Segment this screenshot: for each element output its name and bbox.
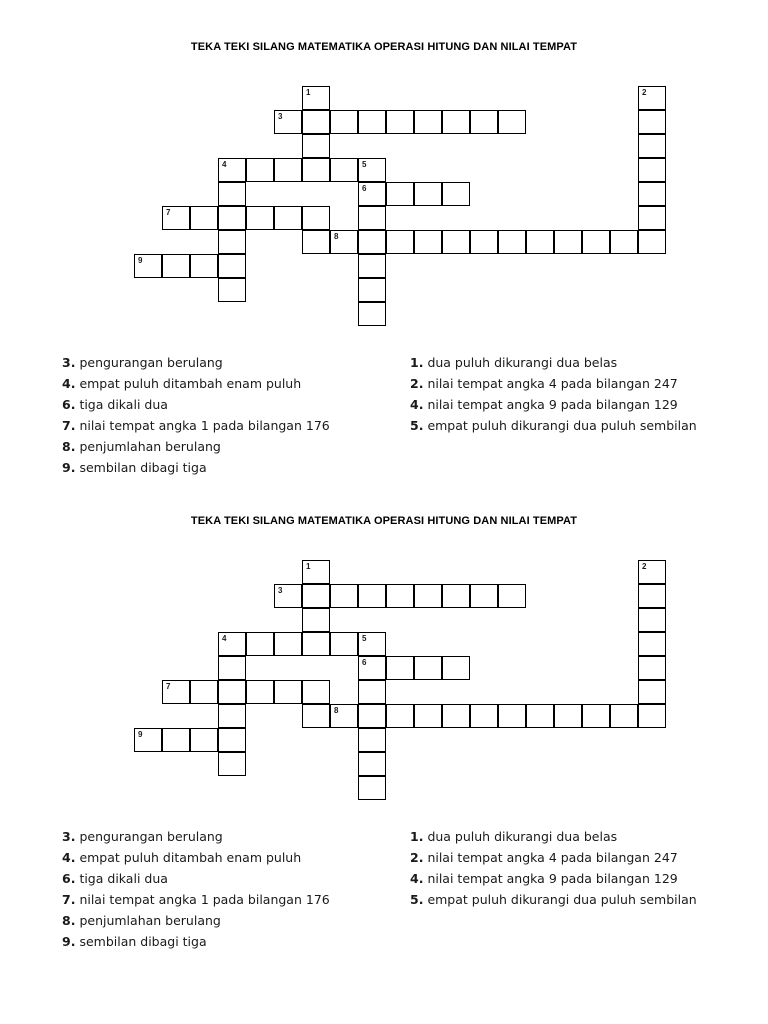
clue-number: 9. bbox=[62, 934, 76, 949]
crossword-cell[interactable] bbox=[358, 584, 386, 608]
crossword-cell[interactable] bbox=[302, 134, 330, 158]
clue-item bbox=[410, 352, 697, 373]
clue-number-label: 6 bbox=[362, 184, 367, 193]
clue-number-label: 1 bbox=[306, 88, 311, 97]
clue-item bbox=[62, 910, 330, 931]
crossword-cell[interactable] bbox=[134, 254, 162, 278]
clue-number: 3. bbox=[62, 829, 76, 844]
clue-item bbox=[62, 826, 330, 847]
crossword-cell[interactable] bbox=[358, 728, 386, 752]
crossword-cell[interactable] bbox=[274, 680, 302, 704]
crossword-cell[interactable] bbox=[638, 560, 666, 584]
crossword-cell[interactable] bbox=[302, 704, 330, 728]
clue-text: empat puluh ditambah enam puluh bbox=[79, 376, 302, 391]
clue-text: tiga dikali dua bbox=[79, 397, 168, 412]
clue-text: nilai tempat angka 4 pada bilangan 247 bbox=[427, 850, 678, 865]
clue-item bbox=[62, 868, 330, 889]
clue-text: nilai tempat angka 1 pada bilangan 176 bbox=[79, 892, 330, 907]
crossword-cell[interactable] bbox=[414, 110, 442, 134]
crossword-cell[interactable] bbox=[610, 704, 638, 728]
crossword-cell[interactable] bbox=[414, 584, 442, 608]
clue-item bbox=[62, 394, 330, 415]
crossword-cell[interactable] bbox=[638, 158, 666, 182]
crossword-cell[interactable] bbox=[638, 86, 666, 110]
crossword-cell[interactable] bbox=[414, 704, 442, 728]
crossword-cell[interactable] bbox=[638, 206, 666, 230]
clue-number: 2. bbox=[410, 850, 424, 865]
crossword-cell[interactable] bbox=[386, 230, 414, 254]
crossword-cell[interactable] bbox=[638, 110, 666, 134]
crossword-cell[interactable] bbox=[386, 584, 414, 608]
crossword-cell[interactable] bbox=[218, 704, 246, 728]
crossword-cell[interactable] bbox=[610, 230, 638, 254]
crossword-cell[interactable] bbox=[190, 680, 218, 704]
crossword-cell[interactable] bbox=[218, 278, 246, 302]
crossword-cell[interactable] bbox=[498, 230, 526, 254]
crossword-cell[interactable] bbox=[330, 584, 358, 608]
clue-item bbox=[410, 847, 697, 868]
clue-number-label: 3 bbox=[278, 586, 283, 595]
clues-right bbox=[410, 352, 697, 436]
crossword-cell[interactable] bbox=[470, 110, 498, 134]
clue-text: nilai tempat angka 9 pada bilangan 129 bbox=[427, 397, 678, 412]
crossword-cell[interactable] bbox=[638, 704, 666, 728]
crossword-cell[interactable] bbox=[358, 632, 386, 656]
crossword-cell[interactable] bbox=[526, 230, 554, 254]
crossword-cell[interactable] bbox=[582, 230, 610, 254]
clue-number: 1. bbox=[410, 355, 424, 370]
clue-item bbox=[410, 868, 697, 889]
clue-number: 7. bbox=[62, 418, 76, 433]
crossword-cell[interactable] bbox=[358, 776, 386, 800]
clue-item bbox=[62, 889, 330, 910]
crossword-cell[interactable] bbox=[218, 254, 246, 278]
crossword-cell[interactable] bbox=[442, 230, 470, 254]
crossword-cell[interactable] bbox=[470, 230, 498, 254]
clue-number-label: 3 bbox=[278, 112, 283, 121]
crossword-cell[interactable] bbox=[358, 158, 386, 182]
crossword-cell[interactable] bbox=[526, 704, 554, 728]
clue-number-label: 9 bbox=[138, 730, 143, 739]
clue-item bbox=[62, 457, 330, 478]
clues-left bbox=[62, 352, 330, 478]
clue-item bbox=[62, 436, 330, 457]
crossword-cell[interactable] bbox=[302, 632, 330, 656]
crossword-cell[interactable] bbox=[274, 632, 302, 656]
clue-text: nilai tempat angka 1 pada bilangan 176 bbox=[79, 418, 330, 433]
crossword-cell[interactable] bbox=[190, 254, 218, 278]
crossword-cell[interactable] bbox=[246, 680, 274, 704]
crossword-cell[interactable] bbox=[218, 632, 246, 656]
clue-text: nilai tempat angka 9 pada bilangan 129 bbox=[427, 871, 678, 886]
crossword-cell[interactable] bbox=[302, 230, 330, 254]
clue-text: nilai tempat angka 4 pada bilangan 247 bbox=[427, 376, 678, 391]
clue-item bbox=[410, 373, 697, 394]
clue-item bbox=[62, 931, 330, 952]
crossword-cell[interactable] bbox=[386, 704, 414, 728]
crossword-cell[interactable] bbox=[638, 680, 666, 704]
crossword-cell[interactable] bbox=[358, 182, 386, 206]
clue-number-label: 2 bbox=[642, 562, 647, 571]
crossword-cell[interactable] bbox=[442, 656, 470, 680]
crossword-cell[interactable] bbox=[218, 752, 246, 776]
clue-item bbox=[62, 373, 330, 394]
clue-number: 8. bbox=[62, 439, 76, 454]
crossword-cell[interactable] bbox=[162, 206, 190, 230]
clue-number: 4. bbox=[62, 850, 76, 865]
crossword-cell[interactable] bbox=[218, 182, 246, 206]
clue-number: 2. bbox=[410, 376, 424, 391]
crossword-cell[interactable] bbox=[330, 704, 358, 728]
crossword-cell[interactable] bbox=[358, 302, 386, 326]
clue-text: dua puluh dikurangi dua belas bbox=[427, 829, 618, 844]
crossword-cell[interactable] bbox=[218, 158, 246, 182]
crossword-cell[interactable] bbox=[414, 230, 442, 254]
crossword-cell[interactable] bbox=[190, 728, 218, 752]
crossword-cell[interactable] bbox=[218, 728, 246, 752]
crossword-grid bbox=[0, 86, 768, 346]
crossword-cell[interactable] bbox=[246, 632, 274, 656]
clue-number: 4. bbox=[410, 871, 424, 886]
crossword-cell[interactable] bbox=[358, 206, 386, 230]
crossword-cell[interactable] bbox=[638, 608, 666, 632]
crossword-cell[interactable] bbox=[442, 584, 470, 608]
crossword-cell[interactable] bbox=[470, 704, 498, 728]
clue-number: 6. bbox=[62, 397, 76, 412]
clue-number-label: 7 bbox=[166, 682, 171, 691]
crossword-cell[interactable] bbox=[358, 110, 386, 134]
crossword-cell[interactable] bbox=[582, 704, 610, 728]
clue-number: 6. bbox=[62, 871, 76, 886]
clue-item bbox=[62, 415, 330, 436]
clue-text: empat puluh ditambah enam puluh bbox=[79, 850, 302, 865]
clue-item bbox=[410, 394, 697, 415]
clue-number-label: 8 bbox=[334, 232, 339, 241]
crossword-cell[interactable] bbox=[330, 632, 358, 656]
crossword-cell[interactable] bbox=[190, 206, 218, 230]
crossword-cell[interactable] bbox=[442, 704, 470, 728]
clue-list bbox=[0, 352, 768, 482]
crossword-cell[interactable] bbox=[330, 110, 358, 134]
crossword-cell[interactable] bbox=[638, 656, 666, 680]
clue-number-label: 4 bbox=[222, 160, 227, 169]
crossword-cell[interactable] bbox=[358, 656, 386, 680]
crossword-cell[interactable] bbox=[442, 110, 470, 134]
crossword-cell[interactable] bbox=[442, 182, 470, 206]
crossword-cell[interactable] bbox=[638, 182, 666, 206]
crossword-cell[interactable] bbox=[274, 158, 302, 182]
clue-item bbox=[410, 415, 697, 436]
crossword-cell[interactable] bbox=[358, 254, 386, 278]
crossword-cell[interactable] bbox=[638, 230, 666, 254]
crossword-cell[interactable] bbox=[358, 752, 386, 776]
crossword-cell[interactable] bbox=[162, 680, 190, 704]
crossword-cell[interactable] bbox=[330, 158, 358, 182]
clue-text: empat puluh dikurangi dua puluh sembilan bbox=[427, 892, 697, 907]
crossword-cell[interactable] bbox=[134, 728, 162, 752]
crossword-cell[interactable] bbox=[302, 680, 330, 704]
crossword-cell[interactable] bbox=[414, 656, 442, 680]
clue-text: penjumlahan berulang bbox=[79, 913, 221, 928]
clue-text: empat puluh dikurangi dua puluh sembilan bbox=[427, 418, 697, 433]
clue-number-label: 4 bbox=[222, 634, 227, 643]
crossword-cell[interactable] bbox=[554, 704, 582, 728]
crossword-cell[interactable] bbox=[218, 206, 246, 230]
crossword-cell[interactable] bbox=[554, 230, 582, 254]
crossword-cell[interactable] bbox=[358, 230, 386, 254]
crossword-cell[interactable] bbox=[274, 584, 302, 608]
clue-text: pengurangan berulang bbox=[79, 829, 223, 844]
worksheet-title: TEKA TEKI SILANG MATEMATIKA OPERASI HITUNG DAN NILAI TEMPAT bbox=[190, 515, 578, 527]
clue-number: 1. bbox=[410, 829, 424, 844]
clue-text: dua puluh dikurangi dua belas bbox=[427, 355, 618, 370]
crossword-cell[interactable] bbox=[218, 680, 246, 704]
clue-number: 4. bbox=[410, 397, 424, 412]
crossword-cell[interactable] bbox=[246, 158, 274, 182]
crossword-cell[interactable] bbox=[386, 182, 414, 206]
crossword-cell[interactable] bbox=[470, 584, 498, 608]
crossword-cell[interactable] bbox=[218, 230, 246, 254]
crossword-grid bbox=[0, 560, 768, 820]
crossword-cell[interactable] bbox=[414, 182, 442, 206]
clue-number-label: 1 bbox=[306, 562, 311, 571]
clue-number: 8. bbox=[62, 913, 76, 928]
crossword-cell[interactable] bbox=[638, 584, 666, 608]
clue-number: 7. bbox=[62, 892, 76, 907]
clue-number: 5. bbox=[410, 418, 424, 433]
crossword-cell[interactable] bbox=[358, 680, 386, 704]
clue-number-label: 2 bbox=[642, 88, 647, 97]
clue-item bbox=[62, 847, 330, 868]
clue-number-label: 6 bbox=[362, 658, 367, 667]
clue-text: penjumlahan berulang bbox=[79, 439, 221, 454]
crossword-cell[interactable] bbox=[498, 110, 526, 134]
clue-text: sembilan dibagi tiga bbox=[79, 460, 207, 475]
crossword-cell[interactable] bbox=[274, 110, 302, 134]
crossword-cell[interactable] bbox=[302, 110, 330, 134]
crossword-cell[interactable] bbox=[638, 632, 666, 656]
clue-number-label: 9 bbox=[138, 256, 143, 265]
clues-left bbox=[62, 826, 330, 952]
crossword-cell[interactable] bbox=[302, 584, 330, 608]
clue-number-label: 5 bbox=[362, 160, 367, 169]
crossword-cell[interactable] bbox=[302, 608, 330, 632]
clue-item bbox=[410, 826, 697, 847]
crossword-cell[interactable] bbox=[638, 134, 666, 158]
clue-list bbox=[0, 826, 768, 956]
crossword-cell[interactable] bbox=[274, 206, 302, 230]
crossword-cell[interactable] bbox=[302, 86, 330, 110]
crossword-cell[interactable] bbox=[386, 110, 414, 134]
crossword-cell[interactable] bbox=[246, 206, 274, 230]
clue-number: 3. bbox=[62, 355, 76, 370]
clues-right bbox=[410, 826, 697, 910]
crossword-cell[interactable] bbox=[302, 560, 330, 584]
clue-number: 5. bbox=[410, 892, 424, 907]
crossword-cell[interactable] bbox=[302, 206, 330, 230]
clue-item bbox=[62, 352, 330, 373]
clue-number-label: 5 bbox=[362, 634, 367, 643]
worksheet-title: TEKA TEKI SILANG MATEMATIKA OPERASI HITUNG DAN NILAI TEMPAT bbox=[190, 41, 578, 53]
crossword-cell[interactable] bbox=[162, 254, 190, 278]
crossword-cell[interactable] bbox=[162, 728, 190, 752]
crossword-cell[interactable] bbox=[358, 704, 386, 728]
crossword-cell[interactable] bbox=[498, 584, 526, 608]
clue-number-label: 8 bbox=[334, 706, 339, 715]
clue-item bbox=[410, 889, 697, 910]
crossword-cell[interactable] bbox=[302, 158, 330, 182]
crossword-cell[interactable] bbox=[498, 704, 526, 728]
clue-text: sembilan dibagi tiga bbox=[79, 934, 207, 949]
crossword-cell[interactable] bbox=[330, 230, 358, 254]
clue-number-label: 7 bbox=[166, 208, 171, 217]
clue-number: 4. bbox=[62, 376, 76, 391]
crossword-cell[interactable] bbox=[386, 656, 414, 680]
clue-number: 9. bbox=[62, 460, 76, 475]
clue-text: tiga dikali dua bbox=[79, 871, 168, 886]
clue-text: pengurangan berulang bbox=[79, 355, 223, 370]
crossword-cell[interactable] bbox=[358, 278, 386, 302]
crossword-cell[interactable] bbox=[218, 656, 246, 680]
